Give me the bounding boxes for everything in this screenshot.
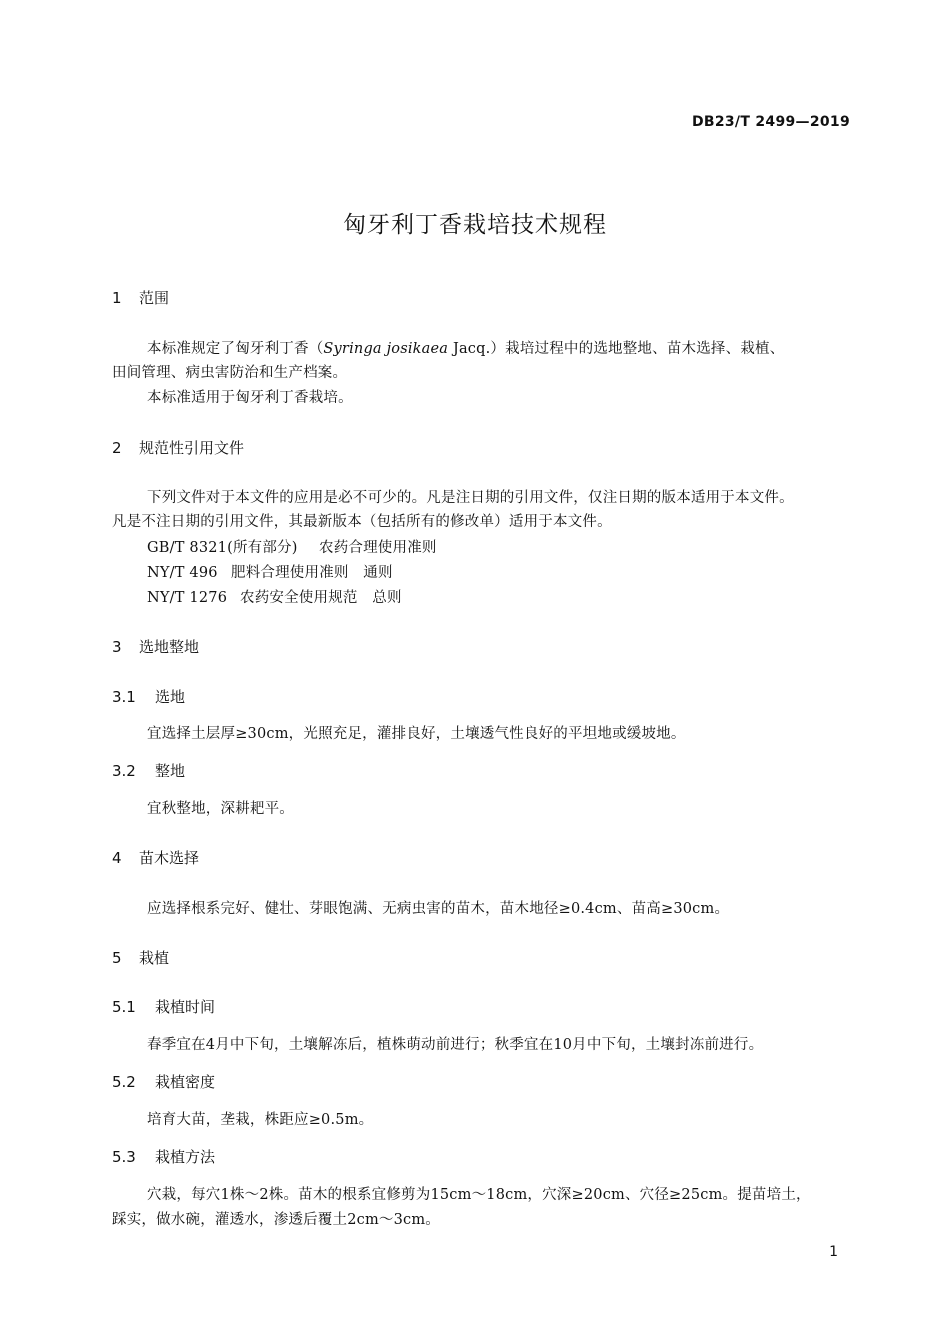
section-number: 2	[112, 439, 122, 457]
subsection-heading-land-prep	[112, 760, 185, 781]
section-title: 规范性引用文件	[139, 439, 245, 457]
scope-text: Jacq.）栽培过程中的选地整地、苗木选择、栽植、	[448, 341, 785, 357]
subsection-number: 5.2	[112, 1073, 136, 1091]
section-heading-planting	[112, 947, 169, 968]
document-title: 匈牙利丁香栽培技术规程	[343, 212, 607, 238]
section-heading-normative-references	[112, 437, 244, 458]
reference-code: NY/T 496	[147, 565, 218, 581]
scope-text: 本标准规定了匈牙利丁香（	[147, 341, 324, 357]
reference-code: NY/T 1276	[147, 590, 228, 606]
references-paragraph-line2: 凡是不注日期的引用文件，其最新版本（包括所有的修改单）适用于本文件。	[112, 514, 612, 530]
scope-paragraph-line2: 田间管理、病虫害防治和生产档案。	[112, 365, 348, 381]
reference-name: 农药安全使用规范 总则	[240, 590, 402, 606]
subsection-heading-planting-method	[112, 1146, 215, 1167]
section-number: 5	[112, 949, 122, 967]
subsection-title: 栽植密度	[155, 1073, 216, 1091]
reference-item	[147, 586, 402, 607]
planting-method-text-line1: 穴栽，每穴1株～2株。苗木的根系宜修剪为15cm～18cm，穴深≥20cm、穴径≥25cm。提苗培土，	[147, 1187, 811, 1203]
reference-name: 肥料合理使用准则 通则	[231, 565, 393, 581]
planting-time-text: 春季宜在4月中下旬，土壤解冻后，植株萌动前进行；秋季宜在10月中下旬，土壤封冻前进行。	[147, 1037, 764, 1053]
section-title: 选地整地	[139, 638, 200, 656]
references-paragraph-line1: 下列文件对于本文件的应用是必不可少的。凡是注日期的引用文件，仅注日期的版本适用于本文件。	[147, 490, 794, 506]
scope-paragraph-line1	[147, 337, 784, 358]
planting-density-text: 培育大苗，垄栽，株距应≥0.5m。	[147, 1112, 374, 1128]
reference-code: GB/T 8321(所有部分)	[147, 540, 298, 556]
planting-method-text-line2: 踩实，做水碗，灌透水，渗透后覆土2cm～3cm。	[112, 1212, 440, 1228]
scope-applicability: 本标准适用于匈牙利丁香栽培。	[147, 390, 353, 406]
page-number: 1	[829, 1244, 838, 1260]
subsection-number: 3.2	[112, 762, 136, 780]
section-heading-seedling-selection	[112, 847, 199, 868]
subsection-title: 整地	[155, 762, 186, 780]
seedling-selection-text: 应选择根系完好、健壮、芽眼饱满、无病虫害的苗木，苗木地径≥0.4cm、苗高≥30cm。	[147, 901, 730, 917]
reference-item	[147, 536, 437, 557]
reference-item	[147, 561, 393, 582]
section-number: 1	[112, 289, 122, 307]
subsection-heading-site-select	[112, 686, 185, 707]
section-title: 范围	[139, 289, 170, 307]
section-heading-site-selection	[112, 636, 199, 657]
section-number: 3	[112, 638, 122, 656]
latin-name: Syringa josikaea	[323, 341, 449, 357]
site-select-text: 宜选择土层厚≥30cm，光照充足，灌排良好，土壤透气性良好的平坦地或缓坡地。	[147, 726, 686, 742]
standard-code: DB23/T 2499—2019	[691, 114, 850, 130]
subsection-heading-planting-time	[112, 996, 215, 1017]
subsection-number: 5.3	[112, 1148, 136, 1166]
subsection-title: 选地	[155, 688, 186, 706]
land-prep-text: 宜秋整地，深耕耙平。	[147, 801, 294, 817]
section-number: 4	[112, 849, 122, 867]
section-title: 苗木选择	[139, 849, 200, 867]
section-heading-scope	[112, 287, 169, 308]
subsection-number: 5.1	[112, 998, 136, 1016]
subsection-heading-planting-density	[112, 1071, 215, 1092]
reference-name: 农药合理使用准则	[319, 540, 437, 556]
subsection-number: 3.1	[112, 688, 136, 706]
subsection-title: 栽植方法	[155, 1148, 216, 1166]
section-title: 栽植	[139, 949, 170, 967]
subsection-title: 栽植时间	[155, 998, 216, 1016]
